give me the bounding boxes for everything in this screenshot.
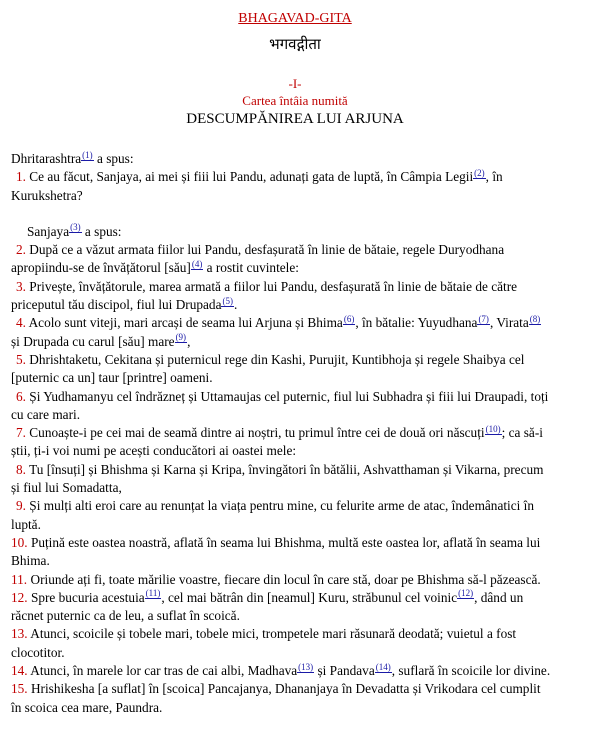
verse-text: , [187,333,191,349]
footnote-link[interactable]: (11) [145,588,161,599]
footnote-link[interactable]: (7) [478,313,489,324]
verse-text: cumplit în scoica cea mare, Paundra. [11,681,541,715]
footnote-link[interactable]: (13) [298,661,314,672]
speaker-said: a spus: [93,151,134,166]
verse-10 [11,534,553,571]
footnote-link[interactable]: (4) [191,259,203,270]
book-title: BHAGAVAD-GITA [238,11,352,26]
verse-13 [11,625,553,662]
verse-list [11,150,553,717]
verse-number: 1. [16,169,26,185]
verse-text: și Drupada cu carul [său] mare [11,333,175,349]
verse-text: Privește, învățătorule, marea armată a fiilor lui Pandu, desfașurată în linie de bătaie de către priceputul tău discipol, fiul lui Drupada [11,278,518,313]
speaker-line-sanjaya [11,223,553,241]
footnote-link[interactable]: (10) [485,423,501,434]
footnote-link[interactable]: (3) [70,222,81,233]
verse-2 [11,241,553,278]
verse-text: Și Yudhamanyu cel îndrăzneț și Uttamaujas cel puternic, fiul lui Subhadra și fiii lui Draupadi, toți cu care mari. [11,388,549,422]
verse-text: , Virata [489,315,529,331]
verse-text: Și mulți alti eroi care au renunțat la viața pentru mine, cu felurite arme de atac, îndemânatici în luptă. [11,498,535,532]
verse-text: , cel mai bătrân din [neamul] Kuru, străbunul cel voinic [161,589,458,605]
verse-text: a rostit cuvintele: [203,260,299,276]
speaker-said: a spus: [81,223,122,239]
footnote-link[interactable]: (5) [222,295,233,306]
verse-number: 3. [16,278,26,294]
verse-text: Puțină este oastea noastră, aflată în seama lui Bhishma, multă este oastea lor, aflată în seama lui Bhima. [11,534,541,569]
verse-number: 8. [16,461,26,477]
footnote-link[interactable]: (8) [529,313,541,324]
verse-8 [11,461,553,498]
footnote-link[interactable]: (2) [474,167,485,178]
verse-text: Spre bucuria acestuia [27,589,145,605]
verse-14 [11,662,553,680]
verse-text: Hrishikesha [a suflat] în [scoica] Pancajanya, Dhananjaya în Devadatta și Vrikodara cel [27,681,497,697]
verse-text: , în bătalie: Yuyudhana [355,315,478,331]
chapter-number: -I- [288,76,302,91]
verse-number: 13. [11,626,28,642]
footnote-link[interactable]: (14) [375,661,391,672]
verse-number: 9. [16,498,26,514]
footnote-link[interactable]: (12) [458,588,474,599]
verse-text: Tu [însuți] și Bhishma și Karna și Kripa, învingători în bătălii, Ashvatthaman și Vikarna, precum și fiul lui Somadatta, [11,461,544,496]
verse-text: Cunoaște-i pe cei mai de seamă dintre ai noștri, tu primul între cei de două ori născuți [25,425,485,441]
verse-number: 12. [11,589,28,605]
verse-text: , suflară în scoicile lor divine. [391,663,551,679]
verse-text: După ce a văzut armata fiilor lui Pandu, desfașurată în linie de bătaie, regele Duryodhana apropiindu-se de învățătorul [său] [11,242,505,276]
verse-text: Oriunde ați fi, toate mărilie voastre, fiecare din locul în care stă, doar pe Bhishma să-l păzească. [27,571,541,587]
verse-number: 15. [11,681,28,697]
verse-12 [11,589,553,626]
book-title-devanagari: भगवद्गीता [269,37,321,53]
verse-number: 5. [16,351,26,367]
verse-text: Dhrishtaketu, Cekitana și puternicul rege din Kashi, Purujit, Kuntibhoja și regele Shaibya cel [puternic ca un] taur [printre] oameni. [11,351,525,386]
verse-text: Atunci, scoicile și tobele mari, tobele mici, trompetele mari răsunară deodată; vuietul a fost clocotitor. [11,626,517,660]
verse-number: 7. [16,425,26,441]
verse-number: 6. [16,388,26,404]
verse-text: Acolo sunt viteji, mari arcași de seama lui Arjuna și Bhima [25,315,343,331]
verse-text: Atunci, în marele lor car tras de cai albi, Madhava [27,663,298,679]
chapter-title: DESCUMPĂNIREA LUI ARJUNA [186,111,404,127]
speaker-name: Sanjaya [27,223,70,239]
verse-number: 10. [11,534,28,550]
footnote-link[interactable]: (9) [175,332,187,343]
verse-7 [11,424,553,461]
speaker-name: Dhritarashtra [11,151,82,166]
verse-15 [11,680,553,717]
verse-text: , dând un răcnet puternic ca de leu, a suflat în scoică. [11,589,524,624]
verse-number: 11. [11,571,28,587]
footnote-link[interactable]: (6) [343,313,355,324]
verse-9 [11,497,553,534]
chapter-subtitle: Cartea întâia numită [242,93,348,108]
verse-number: 14. [11,663,28,679]
verse-11 [11,571,553,589]
verse-text: , în Kurukshetra? [11,169,503,203]
verse-text: Ce au făcut, Sanjaya, ai mei și fiii lui Pandu, adunați gata de luptă, în Câmpia Legii [25,169,474,185]
verse-number: 4. [16,315,26,331]
verse-text: ; ca să-i știi, ți-i voi numi pe acești conducători ai oastei mele: [11,425,543,459]
verse-5 [11,351,553,388]
verse-4 [11,314,553,351]
verse-text: . [233,297,238,313]
speaker-line-dhritarashtra [11,150,553,168]
verse-text: și Pandava [314,663,375,679]
verse-number: 2. [16,242,26,258]
verse-1 [11,168,553,205]
verse-3 [11,278,553,315]
verse-6 [11,388,553,425]
footnote-link[interactable]: (1) [82,149,93,160]
